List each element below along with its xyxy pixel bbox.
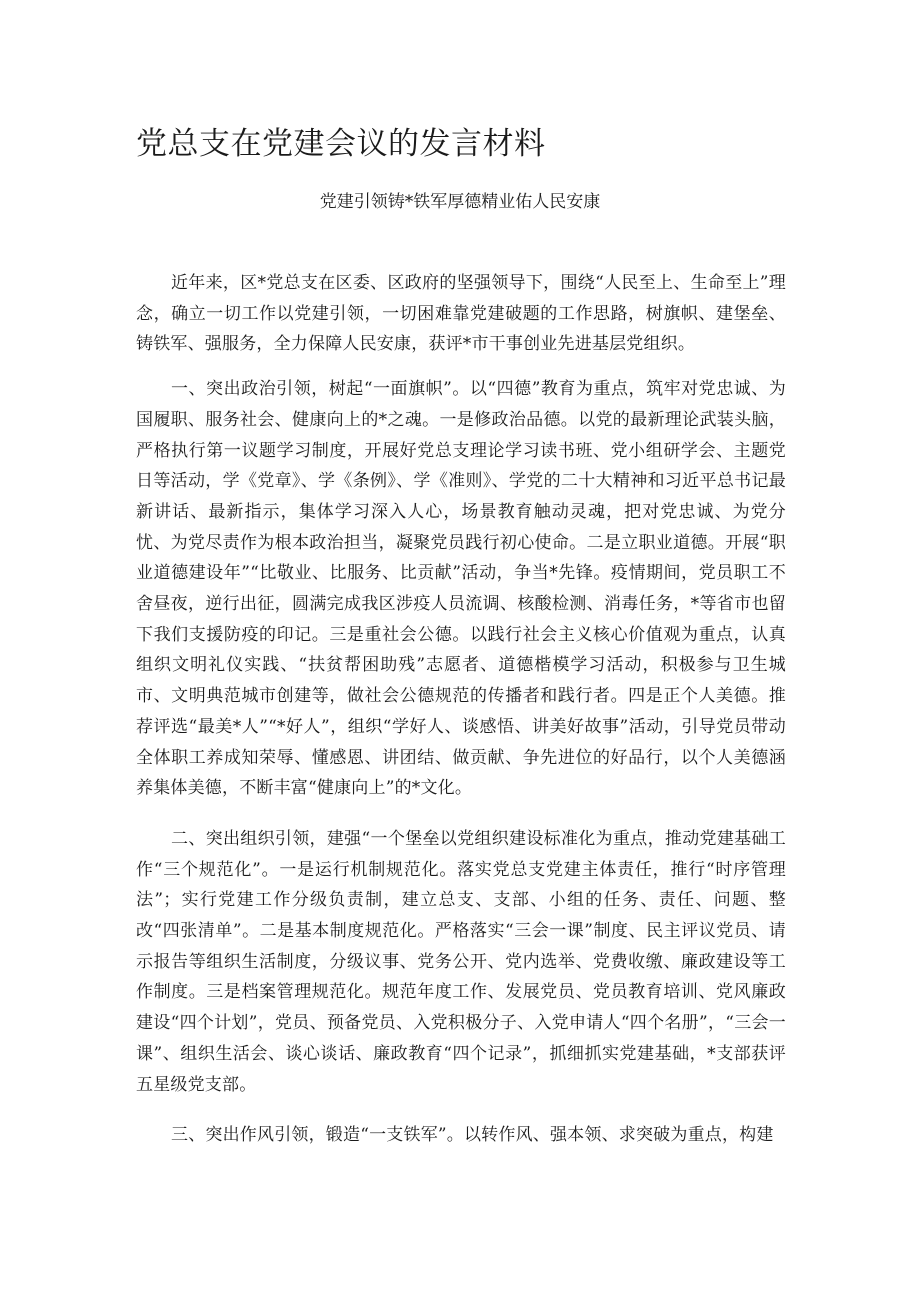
document-title: 党总支在党建会议的发言材料 xyxy=(136,126,546,162)
paragraph-section-2: 二、突出组织引领，建强“一个堡垒以党组织建设标准化为重点，推动党建基础工作“三个规范化”。一是运行机制规范化。落实党总支党建主体责任，推行“时序管理法”；实行党建工作分级负责制，建立总支、支部、小组的任务、责任、问题、整改“四张清单”。二是基本制度规范化。严格落实“三会一课”制度、民主评议党员、请示报告等组织生活制度，分级议事、党务公开、党内选举、党费收缴、廉政建设等工作制度。三是档案管理规范化。规范年度工作、发展党员、党员教育培训、党风廉政建设“四个计划”，党员、预备党员、入党积极分子、入党申请人“四个名册”，“三会一课”、组织生活会、谈心谈话、廉政教育“四个记录”，抓细抓实党建基础，*支部获评五星级党支部。 xyxy=(136,828,786,1095)
paragraph-intro: 近年来，区*党总支在区委、区政府的坚强领导下，围绕“人民至上、生命至上”理念，确立一切工作以党建引领，一切困难靠党建破题的工作思路，树旗帜、建堡垒、铸铁军、强服务，全力保障人民安康，获评*市干事创业先进基层党组织。 xyxy=(136,273,786,355)
document-body xyxy=(136,268,786,1167)
document-subtitle: 党建引领铸*铁军厚德精业佑人民安康 xyxy=(319,192,601,212)
paragraph-section-1: 一、突出政治引领，树起“一面旗帜”。以“四德”教育为重点，筑牢对党忠诚、为国履职、服务社会、健康向上的*之魂。一是修政治品德。以党的最新理论武装头脑，严格执行第一议题学习制度，开展好党总支理论学习读书班、党小组研学会、主题党日等活动，学《党章》、学《条例》、学《准则》、学党的二十大精神和习近平总书记最新讲话、最新指示，集体学习深入人心，场景教育触动灵魂，把对党忠诚、为党分忧、为党尽责作为根本政治担当，凝聚党员践行初心使命。二是立职业道德。开展“职业道德建设年”“比敬业、比服务、比贡献”活动，争当*先锋。疫情期间，党员职工不舍昼夜，逆行出征，圆满完成我区涉疫人员流调、核酸检测、消毒任务，*等省市也留下我们支援防疫的印记。三是重社会公德。以践行社会主义核心价值观为重点，认真组织文明礼仪实践、“扶贫帮困助残”志愿者、道德楷模学习活动，积极参与卫生城市、文明典范城市创建等，做社会公德规范的传播者和践行者。四是正个人美德。推荐评选“最美*人”“*好人”，组织“学好人、谈感悟、讲美好故事”活动，引导党员带动全体职工养成知荣辱、懂感恩、讲团结、做贡献、争先进位的好品行，以个人美德涵养集体美德，不断丰富“健康向上”的*文化。 xyxy=(136,379,786,799)
paragraph-section-3: 三、突出作风引领，锻造“一支铁军”。以转作风、强本领、求突破为重点，构建 xyxy=(171,1125,774,1146)
